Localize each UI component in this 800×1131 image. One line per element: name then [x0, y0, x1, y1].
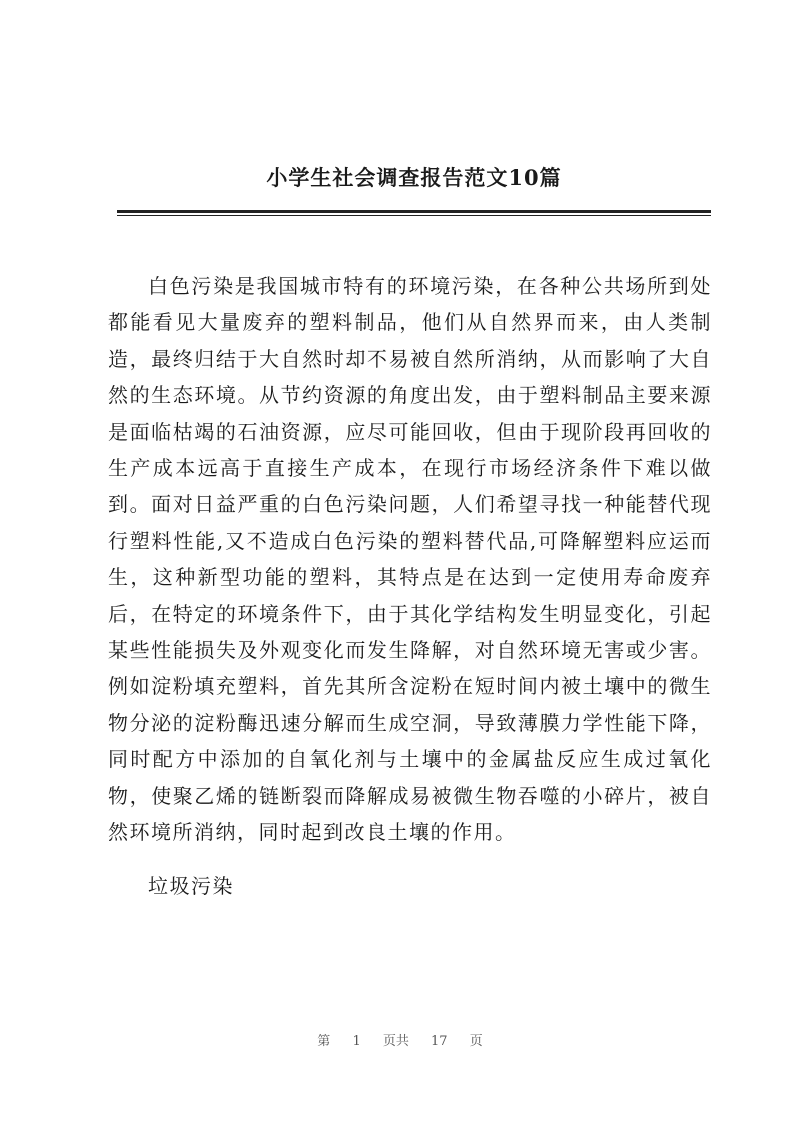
- page-footer: [0, 1030, 800, 1049]
- section-heading: 垃圾污染: [148, 873, 234, 898]
- title-underline-thin: [117, 215, 711, 216]
- document-title: 小学生社会调查报告范文10篇: [266, 165, 562, 190]
- footer-total-pages: 17: [431, 1034, 448, 1049]
- footer-prefix: 第: [317, 1034, 331, 1049]
- footer-suffix: 页: [469, 1034, 483, 1049]
- title-underline-thick: [117, 210, 711, 213]
- document-body: [108, 268, 712, 904]
- footer-page-number: 1: [352, 1034, 361, 1049]
- footer-mid: 页共: [382, 1034, 409, 1049]
- body-paragraph: 白色污染是我国城市特有的环境污染，在各种公共场所到处都能看见大量废弃的塑料制品，他们从自然界而来，由人类制造，最终归结于大自然时却不易被自然所消纳，从而影响了大自然的生态环境。从节约资源的角度出发，由于塑料制品主要来源是面临枯竭的石油资源，应尽可能回收，但由于现阶段再回收的生产成本远高于直接生产成本，在现行市场经济条件下难以做到。面对日益严重的白色污染问题，人们希望寻找一种能替代现行塑料性能,又不造成白色污染的塑料替代品,可降解塑料应运而生，这种新型功能的塑料，其特点是在达到一定使用寿命废弃后，在特定的环境条件下，由于其化学结构发生明显变化，引起某些性能损失及外观变化而发生降解，对自然环境无害或少害。例如淀粉填充塑料，首先其所含淀粉在短时间内被土壤中的微生物分泌的淀粉酶迅速分解而生成空洞，导致薄膜力学性能下降，同时配方中添加的自氧化剂与土壤中的金属盐反应生成过氧化物，使聚乙烯的链断裂而降解成易被微生物吞噬的小碎片，被自然环境所消纳，同时起到改良土壤的作用。: [108, 274, 712, 845]
